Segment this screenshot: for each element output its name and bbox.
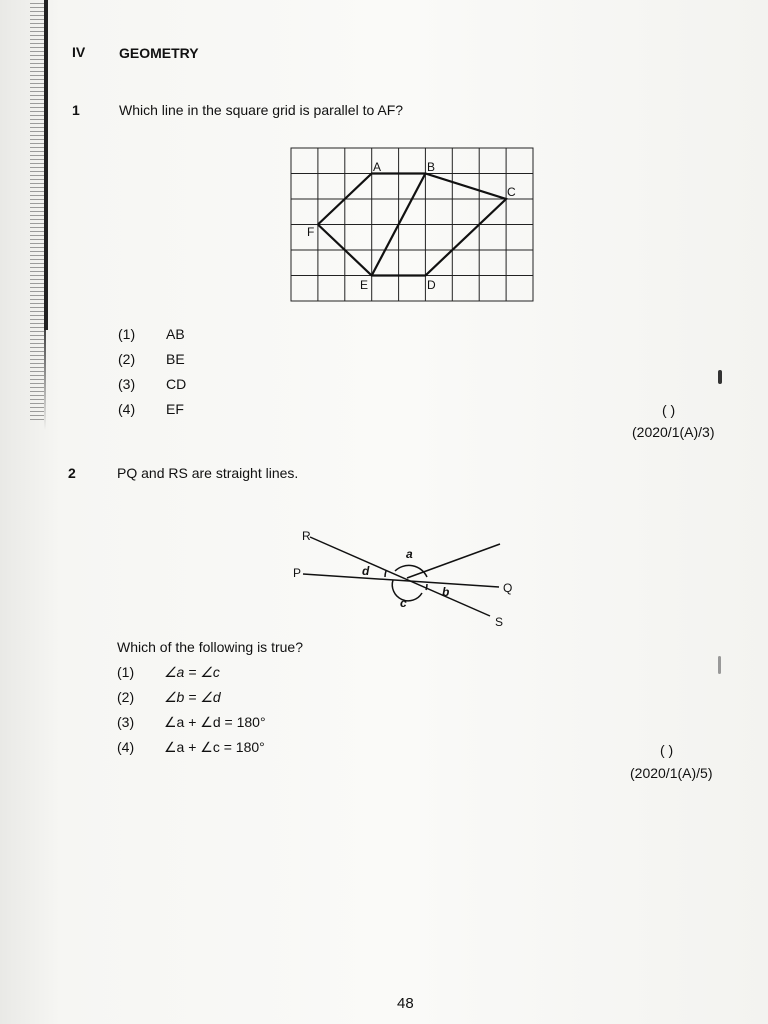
q2-source: (2020/1(A)/5)	[630, 765, 713, 781]
q2-option-4-number: (4)	[117, 739, 135, 755]
q2-option-2-text: ∠b = ∠d	[164, 689, 221, 705]
label-angle-c: c	[400, 596, 407, 610]
angle-c-arc	[392, 580, 422, 601]
q1-option-4-number: (4)	[118, 401, 136, 417]
angle-b-arc	[426, 584, 427, 590]
label-p: P	[293, 566, 302, 580]
q1-answer-bracket: ( )	[662, 402, 676, 418]
q2-answer-bracket: ( )	[660, 742, 674, 758]
q2-option-1-text: ∠a = ∠c	[164, 664, 220, 680]
question-2-number: 2	[68, 465, 76, 481]
q2-option-1-number: (1)	[117, 664, 135, 680]
section-title: GEOMETRY	[119, 45, 199, 61]
q2-option-4-text: ∠a + ∠c = 180°	[164, 739, 265, 755]
line-pq	[303, 574, 499, 587]
margin-mark-2	[718, 656, 721, 674]
page-number: 48	[397, 995, 414, 1012]
q1-option-1-text: AB	[166, 326, 185, 342]
section-number: IV	[72, 44, 86, 60]
q1-source: (2020/1(A)/3)	[632, 424, 715, 440]
angle-a-arc	[395, 565, 427, 577]
margin-mark-1	[718, 370, 722, 384]
q1-option-1-number: (1)	[118, 326, 136, 342]
label-angle-d: d	[362, 564, 370, 578]
label-d: D	[427, 278, 436, 292]
q1-option-2-text: BE	[166, 351, 185, 367]
label-q: Q	[503, 581, 513, 595]
q1-option-2-number: (2)	[118, 351, 136, 367]
q1-option-4-text: EF	[166, 401, 184, 417]
question-2-prompt: Which of the following is true?	[117, 639, 303, 655]
label-e: E	[360, 278, 369, 292]
q2-option-3-number: (3)	[117, 714, 135, 730]
label-angle-b: b	[442, 585, 450, 599]
label-b: B	[427, 160, 436, 174]
label-f: F	[307, 225, 315, 239]
q2-option-2-number: (2)	[117, 689, 135, 705]
angle-d-arc	[385, 571, 386, 577]
question-1-text: Which line in the square grid is parallel to AF?	[119, 102, 404, 118]
q1-option-3-text: CD	[166, 376, 187, 392]
question-2-text: PQ and RS are straight lines.	[117, 465, 299, 481]
label-a: A	[373, 160, 382, 174]
label-r: R	[302, 529, 311, 543]
spine-line-fade	[44, 330, 46, 430]
label-c: C	[507, 185, 516, 199]
spine-line	[44, 0, 48, 330]
q1-option-3-number: (3)	[118, 376, 136, 392]
question-1-number: 1	[72, 102, 80, 118]
label-angle-a: a	[406, 547, 413, 561]
third-line	[407, 544, 500, 578]
binding-edge	[30, 0, 44, 420]
square-grid	[291, 148, 533, 301]
question-2-lines-figure	[285, 520, 525, 635]
q2-option-3-text: ∠a + ∠d = 180°	[164, 714, 266, 730]
label-s: S	[495, 615, 504, 629]
question-1-grid-figure	[280, 140, 540, 310]
